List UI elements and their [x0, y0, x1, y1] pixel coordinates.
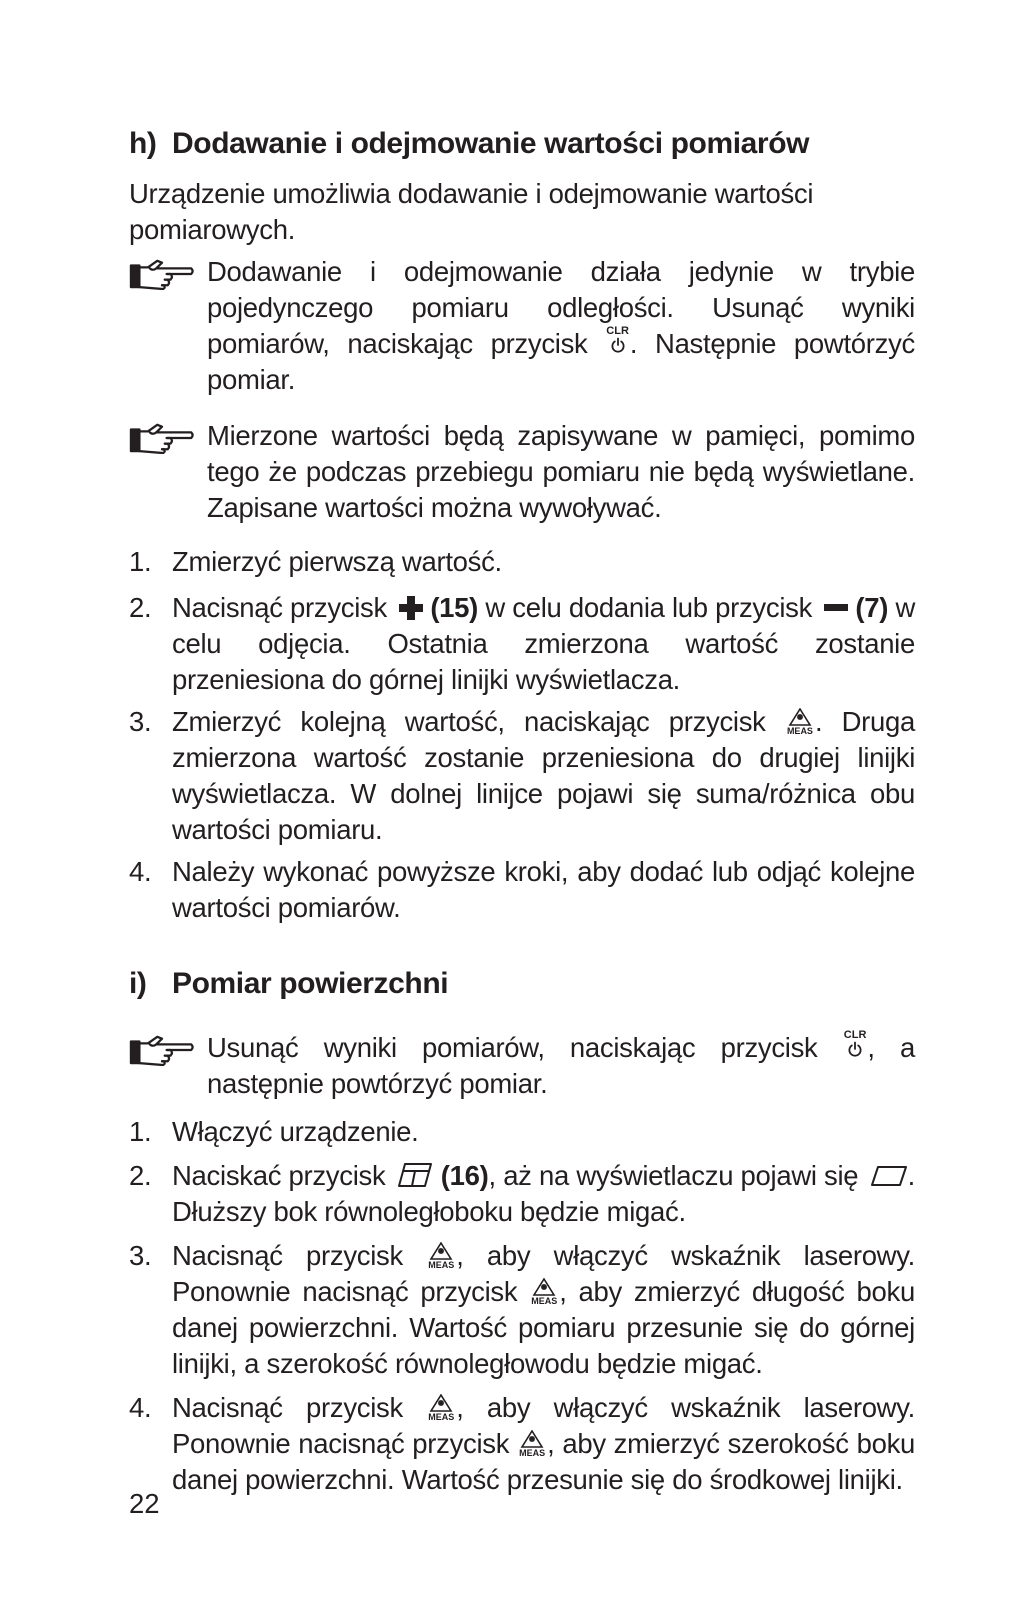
button-ref: (16)	[440, 1160, 489, 1191]
page-number: 22	[129, 1488, 160, 1519]
list-text	[172, 704, 915, 848]
section-h-label: h)	[129, 127, 157, 160]
pointing-hand-icon	[129, 1030, 207, 1102]
text-part: , aż na wyświetlaczu pojawi się	[488, 1160, 866, 1191]
button-ref: (7)	[855, 592, 889, 623]
text-part: , aby zmierzyć szerokość boku danej powierzchni. Wartość przesunie się do środkowej linijki.	[172, 1428, 916, 1495]
section-h-heading	[129, 124, 915, 164]
minus-icon	[823, 603, 849, 613]
section-i-label: i)	[129, 967, 147, 1000]
list-text: Włączyć urządzenie.	[172, 1116, 419, 1147]
note-text	[207, 1030, 915, 1102]
meas-label: MEAS	[428, 1412, 455, 1422]
laser-icon	[532, 1278, 556, 1296]
section-h-note-2	[129, 418, 915, 526]
note-text-part: , a następnie powtórzyć pomiar.	[207, 1032, 915, 1099]
list-text	[172, 590, 915, 698]
list-number: 2.	[129, 1160, 152, 1191]
meas-label: MEAS	[531, 1296, 558, 1306]
list-number: 1.	[129, 1116, 152, 1147]
meas-laser-icon	[787, 704, 813, 736]
list-text	[172, 1238, 915, 1382]
section-h-note-1	[129, 254, 915, 398]
list-number: 1.	[129, 546, 152, 577]
section-h-title: Dodawanie i odejmowanie wartości pomiarów	[172, 127, 810, 160]
clr-label: CLR	[843, 1029, 867, 1041]
text-part: , aby włączyć wskaźnik laserowy. Ponownie nacisnąć przycisk	[172, 1392, 915, 1459]
list-item	[129, 1114, 915, 1150]
text-part: Nacisnąć przycisk	[172, 592, 395, 623]
list-number: 3.	[129, 1240, 152, 1271]
text-part: Nacisnąć przycisk	[172, 1392, 427, 1423]
list-text: Należy wykonać powyższe kroki, aby dodać lub odjąć kolejne wartości pomiarów.	[172, 856, 915, 923]
area-button-icon	[397, 1162, 433, 1188]
list-number: 4.	[129, 856, 152, 887]
button-ref: (15)	[430, 592, 479, 623]
power-icon	[610, 337, 626, 353]
text-part: w celu dodania lub przycisk	[478, 592, 820, 623]
pointing-hand-icon	[129, 418, 207, 526]
text-part: Nacisnąć przycisk	[172, 1240, 427, 1271]
laser-icon	[429, 1242, 453, 1260]
parallelogram-icon	[870, 1165, 908, 1187]
list-text	[172, 1390, 915, 1498]
list-item	[129, 704, 915, 848]
note-text	[207, 254, 915, 398]
list-number: 3.	[129, 706, 152, 737]
text-part: w celu odjęcia. Ostatnia zmierzona wartość zostanie przeniesiona do górnej linijki wyświetlacza.	[172, 592, 916, 695]
section-i-title: Pomiar powierzchni	[172, 967, 449, 1000]
meas-laser-icon	[519, 1426, 545, 1458]
text-part: , aby włączyć wskaźnik laserowy. Ponownie nacisnąć przycisk	[172, 1240, 915, 1307]
list-item	[129, 544, 915, 580]
meas-label: MEAS	[786, 726, 813, 736]
laser-icon	[520, 1430, 544, 1448]
list-item	[129, 1158, 915, 1230]
section-i-heading	[129, 964, 915, 1004]
list-number: 4.	[129, 1392, 152, 1423]
text-part: . Dłuższy bok równoległoboku będzie migać.	[172, 1160, 915, 1227]
meas-laser-icon	[428, 1238, 454, 1270]
text-part: Naciskać przycisk	[172, 1160, 393, 1191]
list-item	[129, 854, 915, 926]
pointing-hand-icon	[129, 254, 207, 398]
manual-page	[129, 118, 915, 1498]
clr-power-icon	[606, 326, 629, 353]
clr-power-icon	[844, 1030, 867, 1057]
power-icon	[847, 1041, 863, 1057]
laser-icon	[788, 708, 812, 726]
meas-label: MEAS	[428, 1260, 455, 1270]
note-text-part: Dodawanie i odejmowanie działa jedynie w trybie pojedynczego pomiaru odległości. Usunąć wyniki pomiarów, naciskając przycisk	[207, 256, 915, 359]
note-text-part: Usunąć wyniki pomiarów, naciskając przycisk	[207, 1032, 843, 1063]
note-text-part: . Następnie powtórzyć pomiar.	[207, 328, 916, 395]
laser-icon	[429, 1394, 453, 1412]
list-text	[172, 1158, 915, 1230]
meas-label: MEAS	[519, 1448, 546, 1458]
clr-label: CLR	[606, 325, 629, 337]
section-i-note-1	[129, 1030, 915, 1102]
list-text: Zmierzyć pierwszą wartość.	[172, 546, 502, 577]
list-item	[129, 590, 915, 698]
text-part: . Druga zmierzona wartość zostanie przeniesiona do drugiej linijki wyświetlacza. W dolnej linijce pojawi się suma/różnica obu wartości pomiaru.	[172, 706, 915, 845]
meas-laser-icon	[531, 1274, 557, 1306]
list-item	[129, 1390, 915, 1498]
list-number: 2.	[129, 592, 152, 623]
plus-icon	[398, 595, 424, 621]
meas-laser-icon	[428, 1390, 454, 1422]
note-text: Mierzone wartości będą zapisywane w pamięci, pomimo tego że podczas przebiegu pomiaru nie będą wyświetlane. Zapisane wartości można wywoływać.	[207, 420, 915, 523]
section-h-intro: Urządzenie umożliwia dodawanie i odejmowanie wartości pomiarowych.	[129, 178, 814, 245]
text-part: Zmierzyć kolejną wartość, naciskając przycisk	[172, 706, 785, 737]
text-part: , aby zmierzyć długość boku danej powierzchni. Wartość pomiaru przesunie się do górnej linijki, a szerokość równoległowodu będzie migać.	[172, 1276, 915, 1379]
list-item	[129, 1238, 915, 1382]
